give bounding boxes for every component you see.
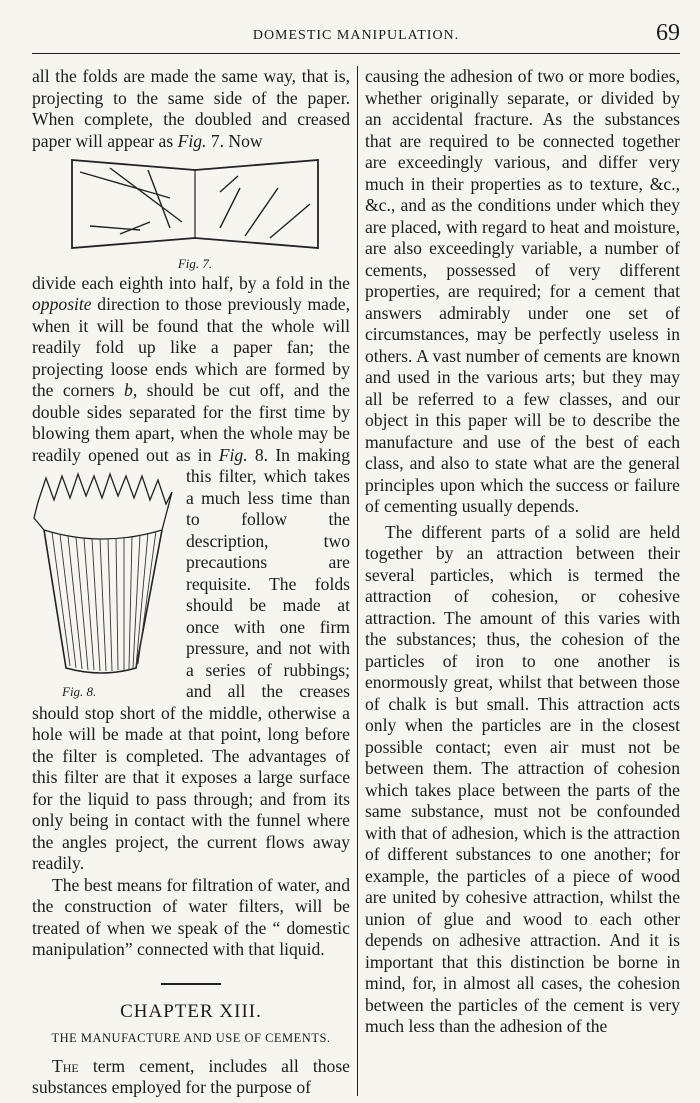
right-paragraph-2: The different parts of a solid are held together by an attraction between their several particles, which is termed the attraction of cohesion, or cohesive attraction. The amount of this varies with the substances; thus, the cohesion of the particles of iron to one another is enormously great, whilst that between those of chalk is but small. This attraction acts only when the particles are in the closest possible contact; even air must not be between them. The attraction of cohesion which takes place between the parts of the same substance, must not be confounded with that of adhesion, which is the attraction of different substances to one another; for example, the particles of a piece of wood are united by cohesive attraction, whilst the union of glue and wood to each other depends on adhesive attraction. And it is important that this distinction be borne in mind, for, in almost all cases, the cohesion between the particles of the cement is very much less than the adhesion of the	[365, 521, 680, 1036]
running-head: DOMESTIC MANIPULATION.	[252, 28, 460, 43]
header-rule	[32, 53, 680, 54]
section-title: THE MANUFACTURE AND USE OF CEMENTS.	[51, 1031, 331, 1045]
right-column	[365, 66, 680, 1038]
figure-7	[70, 158, 320, 271]
chapter-title: CHAPTER XIII.	[120, 1000, 262, 1022]
left-column	[32, 66, 350, 1099]
page-number: 69	[656, 20, 680, 46]
page-header	[32, 0, 680, 50]
chapter-rule	[161, 983, 221, 985]
left-paragraph-1: all the folds are made the same way, that is, projecting to the same side of the paper. When complete, the doubled and creased paper will appear as Fig. 7. Now	[32, 66, 350, 151]
right-paragraph-1: causing the adhesion of two or more bodies, whether originally separate, or divided by an accidental fracture. As the substances that are required to be connected together are exceedingly various, and differ very much in their properties as to texture, &c., &c., and as the conditions under which they are placed, with regard to heat and moisture, are also exceedingly variable, a number of cements, possessed of very different properties, are required; for a cement that answers admirably under one set of circumstances, may be perfectly useless in others. A vast number of cements are known and used in the various arts; but they may all be referred to a few classes, and our object in this paper will be to describe the manufacture and use of the best of each class, and also to state what are the general principles upon which the success or failure of cementing usually depends.	[365, 66, 680, 516]
figure-8-caption: Fig. 8.	[62, 683, 97, 699]
folded-paper-illustration	[70, 158, 320, 250]
paper-filter-illustration	[32, 470, 177, 680]
left-paragraph-2: divide each eighth into half, by a fold in the opposite direction to those previously made, when it will be found that the whole will readily fold up like a paper fan; the projecting loose ends which are formed by the corners b, should be cut off, and the double sides separated for the first time by blowing them apart, when the whole may be readily opened out as in Fig. 8. Fig. 8. In making this filter, which takes a much less time than to follow the description, two precautions are requisite. The folds should be made at once with one firm pressure, and not with a series of rubbings; and all the creases should stop short of the middle, otherwise a hole will be made at that point, long before the filter is completed. The advantages of this filter are that it exposes a large surface for the liquid to pass through; and from its only being in contact with the funnel where the angles project, the current flows away readily.	[32, 272, 350, 873]
figure-7-caption: Fig. 7.	[177, 255, 213, 271]
column-divider	[357, 66, 358, 1096]
left-paragraph-3: The best means for filtration of water, and the construction of water filters, will be treated of when we speak of the “ domestic manipulation” connected with that liquid.	[32, 874, 350, 959]
left-paragraph-4: The term cement, includes all those substances employed for the purpose of	[32, 1055, 350, 1097]
figure-8	[32, 470, 182, 699]
